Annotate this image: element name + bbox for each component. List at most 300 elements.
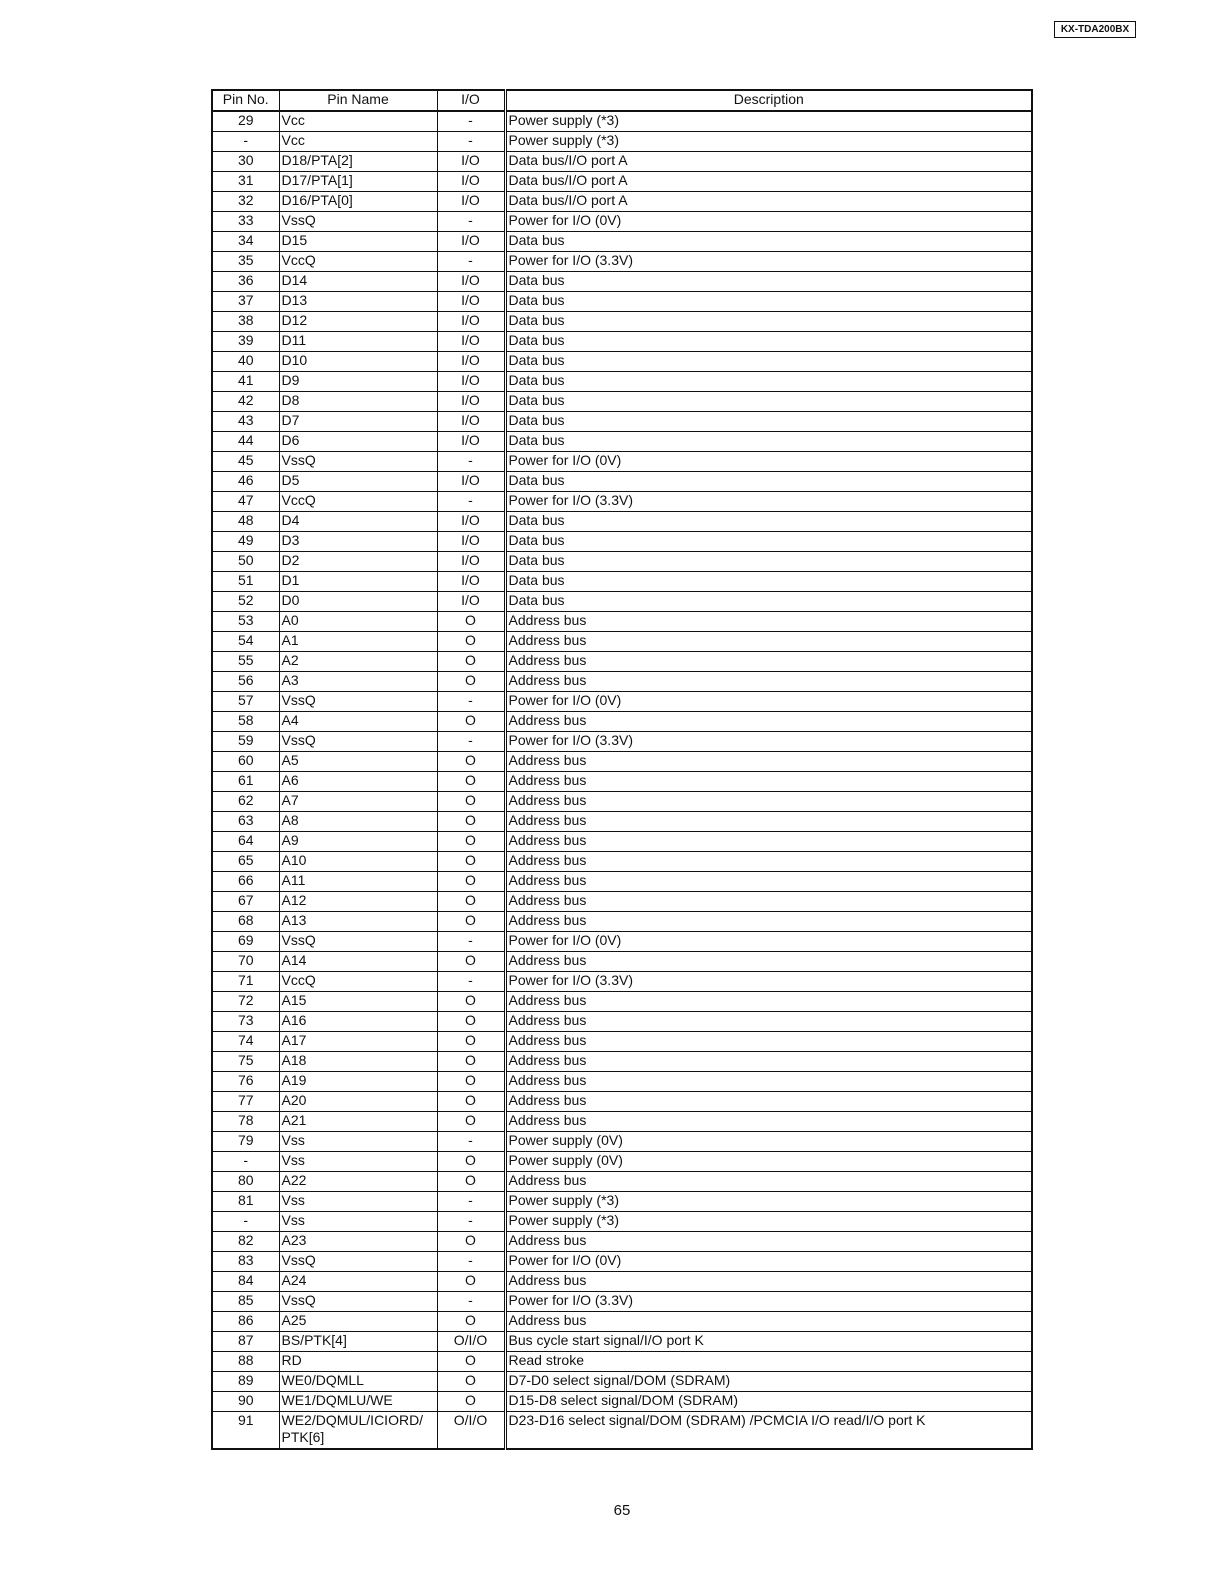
pin-name-cell: VssQ bbox=[279, 1252, 437, 1272]
io-cell: I/O bbox=[437, 192, 505, 212]
pin-name-cell: A2 bbox=[279, 652, 437, 672]
pin-number-cell: 82 bbox=[212, 1232, 279, 1252]
pin-number-cell: 71 bbox=[212, 972, 279, 992]
io-cell: O bbox=[437, 1232, 505, 1252]
pin-number-cell: 74 bbox=[212, 1032, 279, 1052]
description-cell: Power supply (*3) bbox=[505, 111, 1032, 132]
table-row bbox=[212, 132, 1032, 152]
pin-name-cell: A3 bbox=[279, 672, 437, 692]
pin-number-cell: 32 bbox=[212, 192, 279, 212]
pin-name-cell: D9 bbox=[279, 372, 437, 392]
pin-number-cell: 73 bbox=[212, 1012, 279, 1032]
io-cell: - bbox=[437, 452, 505, 472]
table-row bbox=[212, 1292, 1032, 1312]
io-cell: I/O bbox=[437, 572, 505, 592]
io-cell: O bbox=[437, 1312, 505, 1332]
header-row bbox=[212, 90, 1032, 111]
description-cell: Address bus bbox=[505, 772, 1032, 792]
pin-number-cell: 52 bbox=[212, 592, 279, 612]
table-row bbox=[212, 792, 1032, 812]
pin-name-cell: Vss bbox=[279, 1212, 437, 1232]
io-cell: I/O bbox=[437, 432, 505, 452]
header-description: Description bbox=[505, 90, 1032, 111]
pin-number-cell: 63 bbox=[212, 812, 279, 832]
description-cell: Power for I/O (3.3V) bbox=[505, 732, 1032, 752]
pin-name-cell: VssQ bbox=[279, 452, 437, 472]
pin-number-cell: 84 bbox=[212, 1272, 279, 1292]
pin-number-cell: 83 bbox=[212, 1252, 279, 1272]
pin-number-cell: 64 bbox=[212, 832, 279, 852]
io-cell: O bbox=[437, 1272, 505, 1292]
pin-name-cell: D8 bbox=[279, 392, 437, 412]
pin-name-cell: Vss bbox=[279, 1152, 437, 1172]
pin-number-cell: 58 bbox=[212, 712, 279, 732]
table-row bbox=[212, 1312, 1032, 1332]
io-cell: - bbox=[437, 732, 505, 752]
pin-number-cell: 46 bbox=[212, 472, 279, 492]
description-cell: Power supply (*3) bbox=[505, 132, 1032, 152]
description-cell: Address bus bbox=[505, 672, 1032, 692]
io-cell: - bbox=[437, 692, 505, 712]
table-row bbox=[212, 312, 1032, 332]
table-row bbox=[212, 1052, 1032, 1072]
table-row bbox=[212, 712, 1032, 732]
description-cell: Data bus bbox=[505, 472, 1032, 492]
description-cell: Address bus bbox=[505, 952, 1032, 972]
pin-name-cell: A21 bbox=[279, 1112, 437, 1132]
io-cell: - bbox=[437, 1292, 505, 1312]
table-row bbox=[212, 1112, 1032, 1132]
pin-number-cell: 34 bbox=[212, 232, 279, 252]
pin-number-cell: 41 bbox=[212, 372, 279, 392]
io-cell: O bbox=[437, 1072, 505, 1092]
pin-number-cell: 44 bbox=[212, 432, 279, 452]
pin-number-cell: - bbox=[212, 1212, 279, 1232]
pin-number-cell: 47 bbox=[212, 492, 279, 512]
pin-name-cell: A15 bbox=[279, 992, 437, 1012]
description-cell: Address bus bbox=[505, 1032, 1032, 1052]
description-cell: Data bus bbox=[505, 552, 1032, 572]
io-cell: I/O bbox=[437, 532, 505, 552]
description-cell: Address bus bbox=[505, 1012, 1032, 1032]
description-cell: Address bus bbox=[505, 992, 1032, 1012]
description-cell: Data bus bbox=[505, 592, 1032, 612]
pin-table bbox=[211, 89, 1033, 1450]
pin-table-header bbox=[212, 90, 1032, 111]
table-row bbox=[212, 592, 1032, 612]
io-cell: O bbox=[437, 672, 505, 692]
description-cell: Data bus/I/O port A bbox=[505, 192, 1032, 212]
table-row bbox=[212, 1072, 1032, 1092]
pin-name-cell: D7 bbox=[279, 412, 437, 432]
pin-name-cell: A24 bbox=[279, 1272, 437, 1292]
pin-number-cell: 77 bbox=[212, 1092, 279, 1112]
pin-number-cell: 51 bbox=[212, 572, 279, 592]
pin-name-cell: WE1/DQMLU/WE bbox=[279, 1392, 437, 1412]
pin-number-cell: 33 bbox=[212, 212, 279, 232]
io-cell: I/O bbox=[437, 332, 505, 352]
pin-name-cell: VssQ bbox=[279, 1292, 437, 1312]
io-cell: O bbox=[437, 1372, 505, 1392]
pin-number-cell: - bbox=[212, 1152, 279, 1172]
description-cell: Data bus bbox=[505, 232, 1032, 252]
description-cell: Power for I/O (0V) bbox=[505, 692, 1032, 712]
pin-number-cell: 62 bbox=[212, 792, 279, 812]
pin-number-cell: 40 bbox=[212, 352, 279, 372]
description-cell: Power for I/O (0V) bbox=[505, 452, 1032, 472]
pin-name-cell: D10 bbox=[279, 352, 437, 372]
description-cell: Data bus bbox=[505, 432, 1032, 452]
page-number: 65 bbox=[613, 1502, 631, 1519]
io-cell: I/O bbox=[437, 172, 505, 192]
table-row bbox=[212, 672, 1032, 692]
io-cell: O bbox=[437, 912, 505, 932]
table-row bbox=[212, 192, 1032, 212]
table-row bbox=[212, 932, 1032, 952]
description-cell: Address bus bbox=[505, 792, 1032, 812]
pin-name-cell: D14 bbox=[279, 272, 437, 292]
pin-number-cell: 79 bbox=[212, 1132, 279, 1152]
pin-number-cell: 38 bbox=[212, 312, 279, 332]
pin-name-cell: D11 bbox=[279, 332, 437, 352]
pin-name-cell: A1 bbox=[279, 632, 437, 652]
io-cell: - bbox=[437, 1212, 505, 1232]
description-cell: Power supply (*3) bbox=[505, 1192, 1032, 1212]
pin-number-cell: 37 bbox=[212, 292, 279, 312]
pin-number-cell: 31 bbox=[212, 172, 279, 192]
io-cell: I/O bbox=[437, 152, 505, 172]
table-row bbox=[212, 1372, 1032, 1392]
pin-name-cell: A13 bbox=[279, 912, 437, 932]
io-cell: I/O bbox=[437, 372, 505, 392]
pin-number-cell: 35 bbox=[212, 252, 279, 272]
pin-number-cell: 67 bbox=[212, 892, 279, 912]
pin-name-cell: Vss bbox=[279, 1132, 437, 1152]
description-cell: Power supply (*3) bbox=[505, 1212, 1032, 1232]
io-cell: O bbox=[437, 992, 505, 1012]
description-cell: Power for I/O (3.3V) bbox=[505, 252, 1032, 272]
pin-name-cell: WE2/DQMUL/ICIORD/ PTK[6] bbox=[279, 1412, 437, 1450]
table-row bbox=[212, 1092, 1032, 1112]
io-cell: I/O bbox=[437, 272, 505, 292]
description-cell: Address bus bbox=[505, 652, 1032, 672]
table-row bbox=[212, 772, 1032, 792]
description-cell: Address bus bbox=[505, 752, 1032, 772]
io-cell: O/I/O bbox=[437, 1332, 505, 1352]
table-row bbox=[212, 432, 1032, 452]
pin-number-cell: 89 bbox=[212, 1372, 279, 1392]
table-row bbox=[212, 1132, 1032, 1152]
table-row bbox=[212, 412, 1032, 432]
pin-name-cell: D15 bbox=[279, 232, 437, 252]
table-row bbox=[212, 1152, 1032, 1172]
description-cell: Address bus bbox=[505, 852, 1032, 872]
io-cell: O bbox=[437, 1172, 505, 1192]
table-row bbox=[212, 352, 1032, 372]
table-row bbox=[212, 332, 1032, 352]
pin-name-cell: A4 bbox=[279, 712, 437, 732]
pin-name-cell: VssQ bbox=[279, 932, 437, 952]
description-cell: Address bus bbox=[505, 892, 1032, 912]
table-row bbox=[212, 952, 1032, 972]
pin-name-cell: A11 bbox=[279, 872, 437, 892]
io-cell: I/O bbox=[437, 312, 505, 332]
description-cell: D23-D16 select signal/DOM (SDRAM) /PCMCIA I/O read/I/O port K bbox=[505, 1412, 1032, 1450]
table-row bbox=[212, 1012, 1032, 1032]
pin-name-cell: VccQ bbox=[279, 972, 437, 992]
pin-name-cell: A25 bbox=[279, 1312, 437, 1332]
table-row bbox=[212, 252, 1032, 272]
io-cell: I/O bbox=[437, 412, 505, 432]
description-cell: Address bus bbox=[505, 1312, 1032, 1332]
io-cell: O bbox=[437, 812, 505, 832]
description-cell: Read stroke bbox=[505, 1352, 1032, 1372]
table-row bbox=[212, 812, 1032, 832]
table-row bbox=[212, 1412, 1032, 1450]
table-row bbox=[212, 1032, 1032, 1052]
table-row bbox=[212, 572, 1032, 592]
pin-name-cell: A18 bbox=[279, 1052, 437, 1072]
table-row bbox=[212, 172, 1032, 192]
pin-name-cell: A22 bbox=[279, 1172, 437, 1192]
table-row bbox=[212, 292, 1032, 312]
description-cell: Address bus bbox=[505, 832, 1032, 852]
pin-number-cell: 39 bbox=[212, 332, 279, 352]
description-cell: Data bus/I/O port A bbox=[505, 172, 1032, 192]
description-cell: Data bus bbox=[505, 512, 1032, 532]
pin-number-cell: 68 bbox=[212, 912, 279, 932]
description-cell: Data bus bbox=[505, 312, 1032, 332]
table-row bbox=[212, 1352, 1032, 1372]
io-cell: O bbox=[437, 952, 505, 972]
pin-name-cell: D0 bbox=[279, 592, 437, 612]
io-cell: - bbox=[437, 1252, 505, 1272]
pin-name-cell: A14 bbox=[279, 952, 437, 972]
pin-name-cell: D3 bbox=[279, 532, 437, 552]
io-cell: O bbox=[437, 1392, 505, 1412]
pin-number-cell: 48 bbox=[212, 512, 279, 532]
description-cell: Bus cycle start signal/I/O port K bbox=[505, 1332, 1032, 1352]
table-row bbox=[212, 1172, 1032, 1192]
pin-number-cell: 72 bbox=[212, 992, 279, 1012]
table-row bbox=[212, 152, 1032, 172]
description-cell: Power for I/O (3.3V) bbox=[505, 1292, 1032, 1312]
io-cell: O bbox=[437, 1152, 505, 1172]
header-pin-no: Pin No. bbox=[212, 90, 279, 111]
io-cell: I/O bbox=[437, 232, 505, 252]
description-cell: Data bus bbox=[505, 572, 1032, 592]
io-cell: O/I/O bbox=[437, 1412, 505, 1450]
io-cell: O bbox=[437, 1112, 505, 1132]
pin-name-cell: D1 bbox=[279, 572, 437, 592]
table-row bbox=[212, 1332, 1032, 1352]
pin-number-cell: 80 bbox=[212, 1172, 279, 1192]
io-cell: O bbox=[437, 872, 505, 892]
pin-name-cell: D13 bbox=[279, 292, 437, 312]
table-row bbox=[212, 512, 1032, 532]
pin-number-cell: 29 bbox=[212, 111, 279, 132]
pin-number-cell: 85 bbox=[212, 1292, 279, 1312]
pin-number-cell: 75 bbox=[212, 1052, 279, 1072]
description-cell: D15-D8 select signal/DOM (SDRAM) bbox=[505, 1392, 1032, 1412]
io-cell: O bbox=[437, 632, 505, 652]
description-cell: Data bus bbox=[505, 272, 1032, 292]
table-row bbox=[212, 111, 1032, 132]
pin-number-cell: - bbox=[212, 132, 279, 152]
pin-number-cell: 69 bbox=[212, 932, 279, 952]
table-row bbox=[212, 232, 1032, 252]
pin-name-cell: VssQ bbox=[279, 732, 437, 752]
io-cell: O bbox=[437, 1352, 505, 1372]
io-cell: O bbox=[437, 852, 505, 872]
description-cell: Data bus bbox=[505, 292, 1032, 312]
pin-number-cell: 91 bbox=[212, 1412, 279, 1450]
description-cell: Address bus bbox=[505, 872, 1032, 892]
pin-number-cell: 65 bbox=[212, 852, 279, 872]
io-cell: I/O bbox=[437, 292, 505, 312]
io-cell: O bbox=[437, 612, 505, 632]
pin-name-cell: VssQ bbox=[279, 692, 437, 712]
table-row bbox=[212, 832, 1032, 852]
description-cell: Address bus bbox=[505, 812, 1032, 832]
table-row bbox=[212, 1232, 1032, 1252]
description-cell: Data bus bbox=[505, 332, 1032, 352]
table-row bbox=[212, 1392, 1032, 1412]
table-row bbox=[212, 632, 1032, 652]
description-cell: Power for I/O (0V) bbox=[505, 1252, 1032, 1272]
pin-name-cell: A7 bbox=[279, 792, 437, 812]
pin-number-cell: 86 bbox=[212, 1312, 279, 1332]
table-row bbox=[212, 552, 1032, 572]
pin-name-cell: Vcc bbox=[279, 111, 437, 132]
pin-number-cell: 61 bbox=[212, 772, 279, 792]
table-row bbox=[212, 492, 1032, 512]
pin-name-cell: D17/PTA[1] bbox=[279, 172, 437, 192]
description-cell: Address bus bbox=[505, 1092, 1032, 1112]
pin-number-cell: 76 bbox=[212, 1072, 279, 1092]
io-cell: O bbox=[437, 892, 505, 912]
io-cell: O bbox=[437, 652, 505, 672]
table-row bbox=[212, 1192, 1032, 1212]
table-row bbox=[212, 272, 1032, 292]
table-row bbox=[212, 212, 1032, 232]
io-cell: I/O bbox=[437, 592, 505, 612]
io-cell: - bbox=[437, 111, 505, 132]
pin-name-cell: D4 bbox=[279, 512, 437, 532]
description-cell: Power for I/O (0V) bbox=[505, 932, 1032, 952]
description-cell: Address bus bbox=[505, 632, 1032, 652]
io-cell: - bbox=[437, 932, 505, 952]
table-row bbox=[212, 472, 1032, 492]
header-pin-name: Pin Name bbox=[279, 90, 437, 111]
description-cell: Address bus bbox=[505, 1112, 1032, 1132]
pin-name-cell: Vss bbox=[279, 1192, 437, 1212]
description-cell: Power for I/O (3.3V) bbox=[505, 972, 1032, 992]
pin-name-cell: A0 bbox=[279, 612, 437, 632]
header-io: I/O bbox=[437, 90, 505, 111]
pin-number-cell: 87 bbox=[212, 1332, 279, 1352]
description-cell: Address bus bbox=[505, 912, 1032, 932]
io-cell: O bbox=[437, 792, 505, 812]
pin-name-cell: D5 bbox=[279, 472, 437, 492]
io-cell: O bbox=[437, 1052, 505, 1072]
pin-number-cell: 45 bbox=[212, 452, 279, 472]
description-cell: Data bus bbox=[505, 412, 1032, 432]
pin-number-cell: 81 bbox=[212, 1192, 279, 1212]
description-cell: Power supply (0V) bbox=[505, 1152, 1032, 1172]
table-row bbox=[212, 692, 1032, 712]
io-cell: I/O bbox=[437, 352, 505, 372]
pin-name-cell: A23 bbox=[279, 1232, 437, 1252]
io-cell: I/O bbox=[437, 472, 505, 492]
description-cell: Address bus bbox=[505, 1052, 1032, 1072]
table-row bbox=[212, 852, 1032, 872]
io-cell: - bbox=[437, 1192, 505, 1212]
pin-name-cell: D16/PTA[0] bbox=[279, 192, 437, 212]
pin-name-cell: D12 bbox=[279, 312, 437, 332]
table-row bbox=[212, 752, 1032, 772]
description-cell: Address bus bbox=[505, 612, 1032, 632]
description-cell: Data bus bbox=[505, 392, 1032, 412]
pin-name-cell: RD bbox=[279, 1352, 437, 1372]
description-cell: Address bus bbox=[505, 1172, 1032, 1192]
pin-number-cell: 30 bbox=[212, 152, 279, 172]
io-cell: O bbox=[437, 1012, 505, 1032]
io-cell: I/O bbox=[437, 552, 505, 572]
pin-number-cell: 53 bbox=[212, 612, 279, 632]
table-row bbox=[212, 912, 1032, 932]
pin-name-cell: VssQ bbox=[279, 212, 437, 232]
table-row bbox=[212, 392, 1032, 412]
pin-number-cell: 56 bbox=[212, 672, 279, 692]
description-cell: Power for I/O (3.3V) bbox=[505, 492, 1032, 512]
pin-name-cell: A10 bbox=[279, 852, 437, 872]
pin-number-cell: 55 bbox=[212, 652, 279, 672]
pin-number-cell: 54 bbox=[212, 632, 279, 652]
pin-name-cell: BS/PTK[4] bbox=[279, 1332, 437, 1352]
io-cell: - bbox=[437, 132, 505, 152]
pin-number-cell: 50 bbox=[212, 552, 279, 572]
table-row bbox=[212, 892, 1032, 912]
pin-name-cell: VccQ bbox=[279, 492, 437, 512]
table-row bbox=[212, 652, 1032, 672]
pin-name-cell: D2 bbox=[279, 552, 437, 572]
description-cell: Data bus bbox=[505, 372, 1032, 392]
description-cell: Data bus/I/O port A bbox=[505, 152, 1032, 172]
io-cell: - bbox=[437, 972, 505, 992]
description-cell: Address bus bbox=[505, 1272, 1032, 1292]
table-row bbox=[212, 972, 1032, 992]
pin-name-cell: A20 bbox=[279, 1092, 437, 1112]
pin-number-cell: 88 bbox=[212, 1352, 279, 1372]
pin-name-cell: A16 bbox=[279, 1012, 437, 1032]
table-row bbox=[212, 1272, 1032, 1292]
description-cell: Data bus bbox=[505, 532, 1032, 552]
description-cell: D7-D0 select signal/DOM (SDRAM) bbox=[505, 1372, 1032, 1392]
table-row bbox=[212, 992, 1032, 1012]
pin-number-cell: 90 bbox=[212, 1392, 279, 1412]
pin-table-body bbox=[212, 111, 1032, 1449]
pin-number-cell: 70 bbox=[212, 952, 279, 972]
table-row bbox=[212, 452, 1032, 472]
pin-number-cell: 60 bbox=[212, 752, 279, 772]
pin-number-cell: 78 bbox=[212, 1112, 279, 1132]
pin-name-cell: D18/PTA[2] bbox=[279, 152, 437, 172]
pin-name-cell: A12 bbox=[279, 892, 437, 912]
pin-name-cell: D6 bbox=[279, 432, 437, 452]
description-cell: Address bus bbox=[505, 1232, 1032, 1252]
table-row bbox=[212, 872, 1032, 892]
